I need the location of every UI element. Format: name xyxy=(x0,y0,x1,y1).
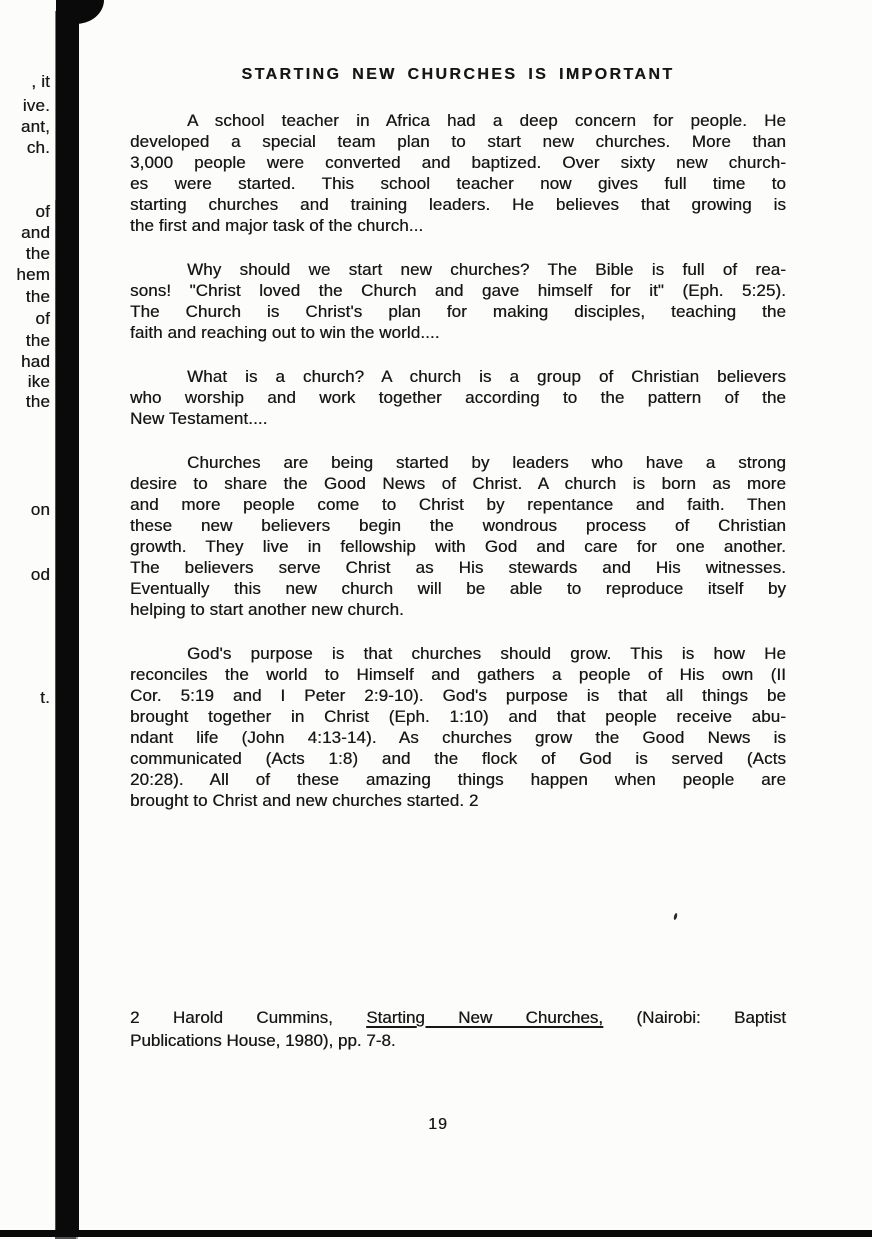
gutter-text-fragment: of xyxy=(35,202,50,221)
gutter-text-fragment: the xyxy=(25,287,50,306)
page-title: STARTING NEW CHURCHES IS IMPORTANT xyxy=(241,66,675,83)
gutter-text-fragment: the xyxy=(25,331,50,350)
paragraph xyxy=(130,259,786,343)
footnote xyxy=(130,1006,786,1052)
text-line: developed a special team plan to start new churches. More than xyxy=(130,132,786,151)
text-line: God's purpose is that churches should grow. This is how He xyxy=(187,644,786,663)
gutter-text-fragment: of xyxy=(35,309,50,328)
text-line: A school teacher in Africa had a deep concern for people. He xyxy=(187,111,786,130)
gutter-text-fragment: the xyxy=(25,244,50,263)
gutter-text-fragment: ant, xyxy=(20,117,50,136)
text-line: Eventually this new church will be able to reproduce itself by xyxy=(130,579,786,598)
footnote-book-title: Starting New Churches, xyxy=(366,1008,604,1027)
text-line: growth. They live in fellowship with God and care for one another. xyxy=(130,537,786,556)
page-number: 19 xyxy=(428,1116,448,1133)
text-line: The believers serve Christ as His stewards and His witnesses. xyxy=(130,558,786,577)
text-line: Cor. 5:19 and I Peter 2:9-10). God's purpose is that all things be xyxy=(130,686,786,705)
text-line: faith and reaching out to win the world.... xyxy=(130,323,440,342)
binding-gutter-shadow-top xyxy=(74,0,104,24)
binding-gutter-shadow xyxy=(56,0,79,1233)
text-line: New Testament.... xyxy=(130,409,268,428)
text-line: desire to share the Good News of Christ. A church is born as more xyxy=(130,474,786,493)
text-line: communicated (Acts 1:8) and the flock of God is served (Acts xyxy=(130,749,786,768)
text-line: Churches are being started by leaders who have a strong xyxy=(187,453,786,472)
text-line: 20:28). All of these amazing things happen when people are xyxy=(130,770,786,789)
gutter-text-fragment: the xyxy=(25,392,50,411)
gutter-text-fragment: on xyxy=(30,500,50,519)
text-line: reconciles the world to Himself and gathers a people of His own (II xyxy=(130,665,786,684)
gutter-text-fragment: od xyxy=(30,565,50,584)
text-line: who worship and work together according to the pattern of the xyxy=(130,388,786,407)
text-line: 3,000 people were converted and baptized. Over sixty new church- xyxy=(130,153,786,172)
text-line: brought to Christ and new churches started. 2 xyxy=(130,791,479,810)
paragraph xyxy=(130,366,786,429)
text-line: sons! "Christ loved the Church and gave himself for it" (Eph. 5:25). xyxy=(130,281,786,300)
footnote-line: Publications House, 1980), pp. 7-8. xyxy=(130,1031,396,1050)
scan-edge-bottom xyxy=(0,1230,872,1237)
gutter-text-fragment: had xyxy=(21,352,50,371)
gutter-text-fragment: ike xyxy=(27,372,50,391)
body-text xyxy=(130,110,786,811)
page-content xyxy=(130,0,786,1239)
text-line: The Church is Christ's plan for making disciples, teaching the xyxy=(130,302,786,321)
text-line: What is a church? A church is a group of Christian believers xyxy=(187,367,786,386)
text-line: and more people come to Christ by repentance and faith. Then xyxy=(130,495,786,514)
text-line: helping to start another new church. xyxy=(130,600,404,619)
text-line: brought together in Christ (Eph. 1:10) and that people receive abu- xyxy=(130,707,786,726)
text-line: these new believers begin the wondrous process of Christian xyxy=(130,516,786,535)
text-line: ndant life (John 4:13-14). As churches grow the Good News is xyxy=(130,728,786,747)
paragraph xyxy=(130,643,786,811)
text-line: the first and major task of the church... xyxy=(130,216,424,235)
footnote-citation-suffix: (Nairobi: Baptist xyxy=(603,1008,786,1027)
footnote-line xyxy=(130,1006,786,1029)
gutter-text-fragment: and xyxy=(21,223,50,242)
text-line: es were started. This school teacher now gives full time to xyxy=(130,174,786,193)
gutter-text-fragment: t. xyxy=(40,688,50,707)
text-line: starting churches and training leaders. He believes that growing is xyxy=(130,195,786,214)
gutter-text-fragment: ive. xyxy=(22,96,50,115)
paragraph xyxy=(130,452,786,620)
paragraph xyxy=(130,110,786,236)
gutter-text-fragment: , it xyxy=(31,72,50,91)
gutter-text-fragment: hem xyxy=(16,265,50,284)
text-line: Why should we start new churches? The Bible is full of rea- xyxy=(187,260,786,279)
footnote-citation-prefix: 2 Harold Cummins, xyxy=(130,1008,367,1027)
gutter-text-fragment: ch. xyxy=(26,138,50,157)
